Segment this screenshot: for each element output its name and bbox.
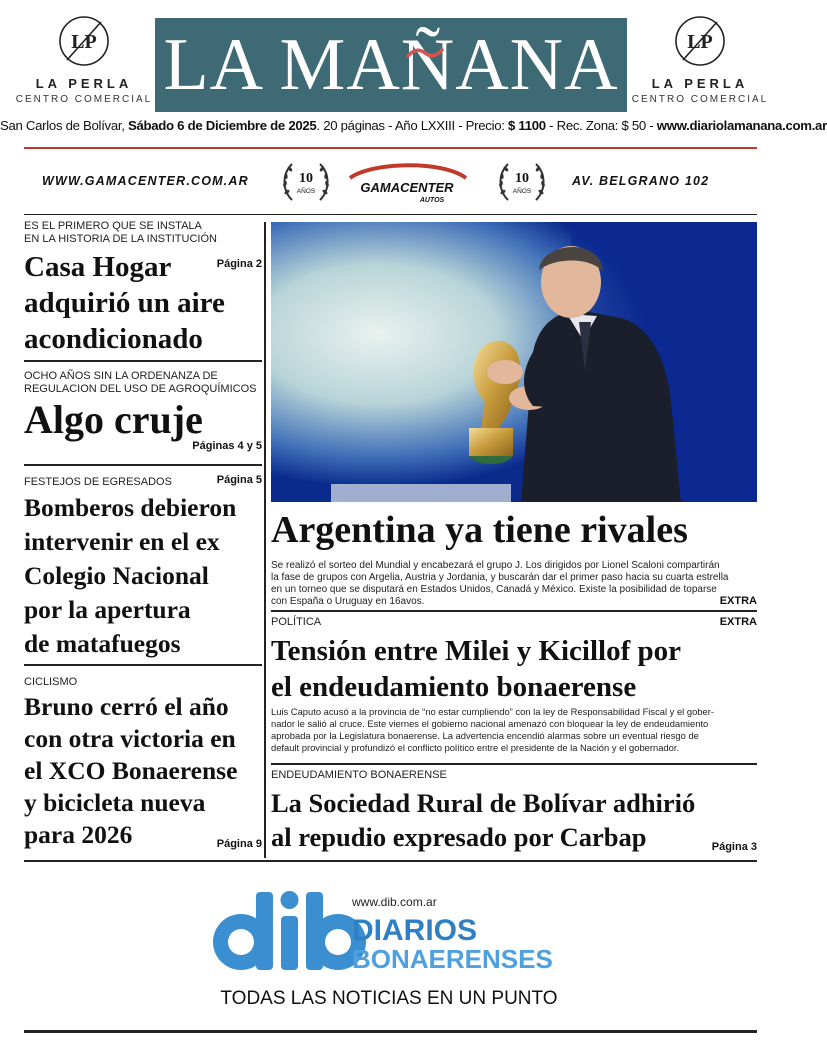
sponsor-name: LA PERLA bbox=[35, 76, 133, 91]
column-divider bbox=[264, 222, 266, 858]
article-kicker: CICLISMO bbox=[24, 676, 78, 688]
svg-text:AÑOS: AÑOS bbox=[512, 188, 532, 195]
newspaper-title[interactable] bbox=[155, 18, 627, 112]
page-reference[interactable]: Página 2 bbox=[216, 258, 262, 270]
gamacenter-logo bbox=[342, 156, 472, 208]
left-column bbox=[24, 218, 262, 856]
sponsor-subtitle: CENTRO COMERCIAL bbox=[15, 94, 153, 105]
main-story-headline[interactable]: Argentina ya tiene rivales bbox=[271, 509, 688, 551]
anniversary-badge-icon bbox=[494, 154, 550, 210]
svg-text:10: 10 bbox=[515, 171, 529, 186]
masthead bbox=[0, 0, 827, 145]
article-headline: Algo cruje bbox=[24, 397, 203, 442]
dib-logo bbox=[0, 878, 778, 1028]
article-kicker: FESTEJOS DE EGRESADOS bbox=[24, 476, 172, 488]
svg-text:AUTOS: AUTOS bbox=[419, 197, 445, 204]
svg-text:www.dib.com.ar: www.dib.com.ar bbox=[352, 895, 437, 909]
article-headline: Bruno cerró el año con otra victoria en el XCO Bonaerense y bicicleta nueva para 2026 bbox=[24, 692, 238, 849]
divider bbox=[24, 860, 757, 862]
article-kicker: OCHO AÑOS SIN LA ORDENANZA DE REGULACION DEL USO DE AGROQUÍMICOS bbox=[24, 370, 257, 395]
price: $ 1100 bbox=[508, 118, 546, 133]
sponsor-subtitle: CENTRO COMERCIAL bbox=[631, 94, 769, 105]
main-story-lede: Se realizó el sorteo del Mundial y encabezará el grupo J. Los dirigidos por Lionel Scaloni compartirán la fase de grupos con Argelia, Austria y Jordania, y buscarán dar el primer paso hacia su cuarta estrella en un torneo que se disputará en Estados Unidos, Canadá y México. Existe la posibilidad de toparse con España o Uruguay en 16avos. bbox=[271, 560, 729, 607]
banner-website[interactable]: WWW.GAMACENTER.COM.AR bbox=[42, 174, 249, 188]
article-headline: Tensión entre Milei y Kicillof por el endeudamiento bonaerense bbox=[271, 635, 682, 703]
sponsor-name: LA PERLA bbox=[651, 76, 749, 91]
svg-text:AÑOS: AÑOS bbox=[296, 188, 316, 195]
article-ciclismo[interactable] bbox=[24, 666, 262, 856]
page-reference[interactable]: Página 5 bbox=[216, 474, 262, 486]
la-perla-logo-icon bbox=[673, 14, 727, 68]
article-sociedad-rural[interactable] bbox=[271, 769, 757, 854]
edition-date: Sábado 6 de Diciembre de 2025 bbox=[127, 118, 317, 133]
anniversary-badge-icon bbox=[278, 154, 334, 210]
sponsor-la-perla-right[interactable] bbox=[630, 14, 770, 105]
edition-info-line: San Carlos de Bolívar, Sábado 6 de Diciembre de 2025. 20 páginas - Año LXXIII - Precio: $ 1100 - Rec. Zona: $ 50 - www.diariolamanana.com.ar bbox=[0, 118, 827, 133]
website-link[interactable]: www.diariolamanana.com.ar bbox=[656, 118, 827, 133]
main-story-photo[interactable] bbox=[271, 222, 757, 502]
tilde-accent-icon bbox=[406, 48, 444, 58]
divider bbox=[271, 763, 757, 765]
svg-text:LP: LP bbox=[71, 31, 97, 53]
svg-text:BONAERENSES: BONAERENSES bbox=[352, 944, 553, 974]
article-kicker: ENDEUDAMIENTO BONAERENSE bbox=[271, 769, 447, 781]
dib-advertisement[interactable] bbox=[0, 878, 778, 1028]
right-column bbox=[271, 222, 757, 853]
page-reference[interactable]: Página 3 bbox=[711, 841, 757, 853]
la-perla-logo-icon bbox=[57, 14, 111, 68]
article-casa-hogar[interactable] bbox=[24, 218, 262, 362]
banner-address: AV. BELGRANO 102 bbox=[572, 174, 710, 188]
page-reference[interactable]: Página 9 bbox=[216, 838, 262, 850]
newspaper-title-text: LA MAÑANA bbox=[163, 24, 619, 106]
scaloni-trophy-photo bbox=[271, 222, 757, 502]
article-headline: La Sociedad Rural de Bolívar adhirió al repudio expresado por Carbap bbox=[271, 788, 696, 852]
article-kicker: ES EL PRIMERO QUE SE INSTALA EN LA HISTORIA DE LA INSTITUCIÓN bbox=[24, 220, 217, 245]
svg-text:GAMACENTER: GAMACENTER bbox=[360, 180, 454, 195]
extra-tag: EXTRA bbox=[719, 595, 757, 607]
article-headline: Bomberos debieron intervenir en el ex Colegio Nacional por la apertura de matafuegos bbox=[24, 493, 237, 658]
svg-text:10: 10 bbox=[299, 171, 313, 186]
article-bomberos[interactable] bbox=[24, 466, 262, 666]
svg-text:DIARIOS: DIARIOS bbox=[352, 914, 478, 947]
article-politica[interactable] bbox=[271, 616, 757, 754]
divider bbox=[24, 214, 757, 215]
article-algo-cruje[interactable] bbox=[24, 362, 262, 466]
article-headline: Casa Hogar adquirió un aire acondicionado bbox=[24, 251, 225, 355]
svg-text:TODAS LAS NOTICIAS EN UN PUNTO: TODAS LAS NOTICIAS EN UN PUNTO bbox=[220, 988, 558, 1009]
article-kicker: POLÍTICA bbox=[271, 616, 322, 628]
divider bbox=[271, 610, 757, 612]
svg-text:LP: LP bbox=[687, 31, 713, 53]
extra-tag: EXTRA bbox=[719, 616, 757, 628]
page-reference[interactable]: Páginas 4 y 5 bbox=[192, 440, 262, 452]
gamacenter-banner[interactable] bbox=[24, 152, 757, 214]
article-lede: Luis Caputo acusó a la provincia de “no estar cumpliendo” con la ley de Responsabilidad Fiscal y el gober- nador le salió al cruce. Este viernes el gobierno nacional amenazó con bloquear la ley de endeudamiento aprobada por la Legislatura bonaerense. La advertencia encendió alarmas sobre un eventual riesgo de default provincial y profundizó el conflicto político entre el presidente de la Nación y el gobernador. bbox=[271, 706, 714, 753]
divider bbox=[24, 1030, 757, 1033]
divider bbox=[24, 147, 757, 149]
sponsor-la-perla-left[interactable] bbox=[14, 14, 154, 105]
